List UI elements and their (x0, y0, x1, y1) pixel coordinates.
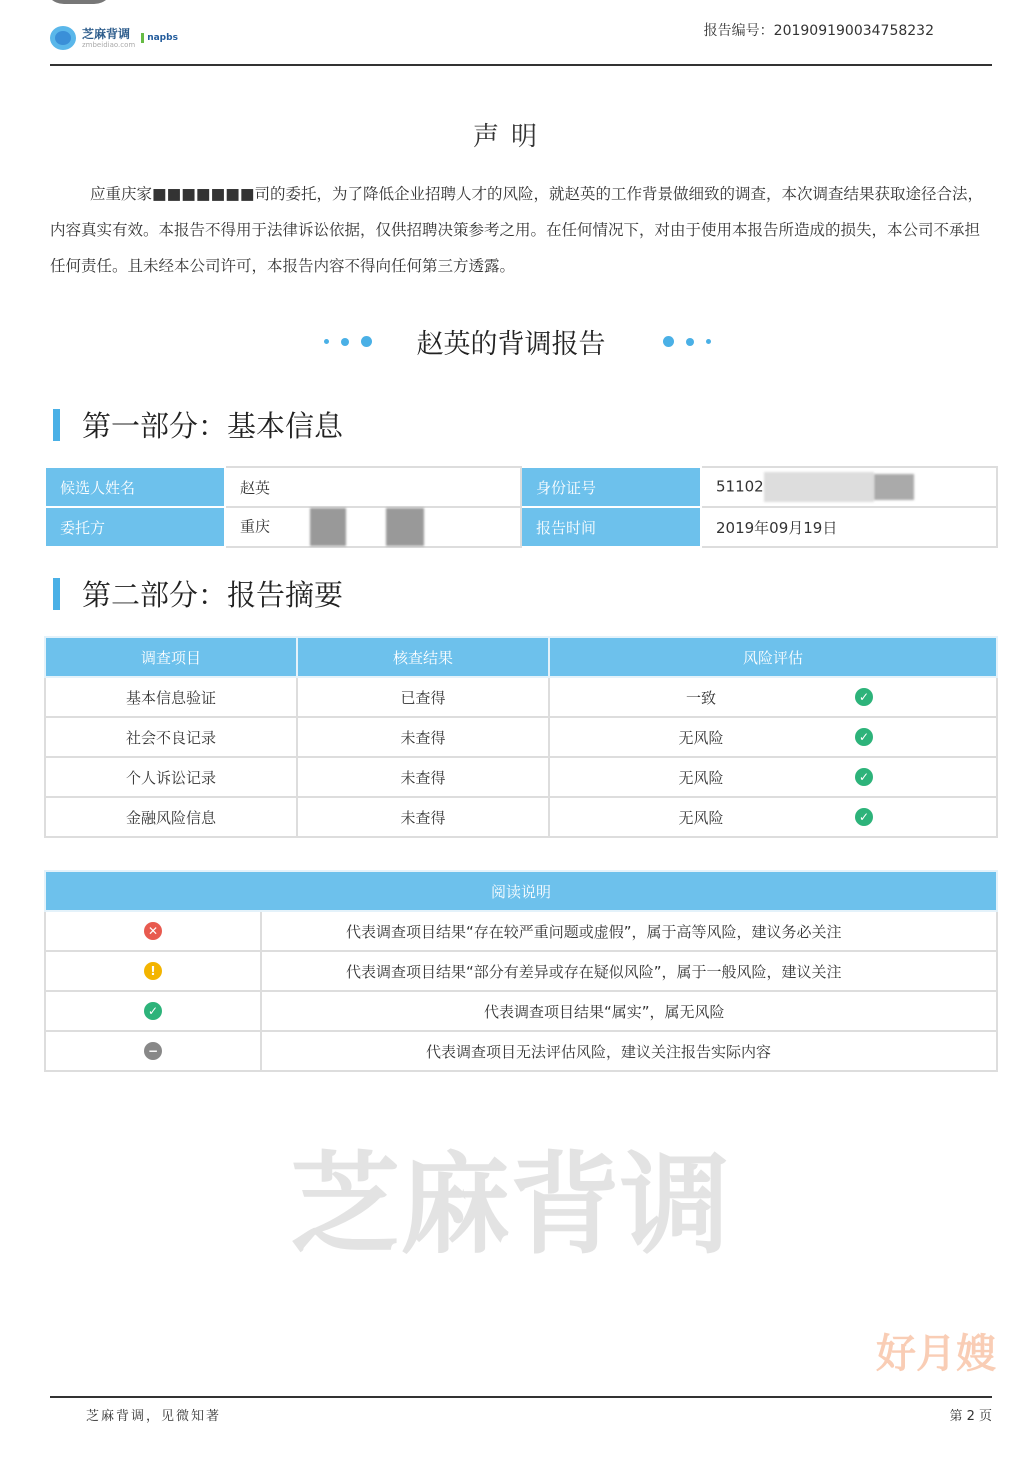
legend-text: 代表调查项目无法评估风险，建议关注报告实际内容 (261, 1031, 997, 1071)
top-tab (44, 0, 114, 4)
table-row (45, 951, 997, 991)
result: 已查得 (297, 677, 549, 717)
item: 基本信息验证 (45, 677, 297, 717)
table-row (45, 677, 997, 717)
value: 2019年09月19日 (701, 507, 997, 547)
logo-icon (50, 26, 76, 50)
table-row (45, 991, 997, 1031)
risk: 一致 ✓ (549, 677, 997, 717)
id-value: 51102 (701, 467, 997, 507)
col-header: 风险评估 (549, 637, 997, 677)
table-row (45, 797, 997, 837)
legend-text: 代表调查项目结果“属实”，属无风险 (261, 991, 997, 1031)
section1-heading (53, 404, 343, 445)
watermark: 芝麻背调 (290, 1141, 730, 1269)
label: 候选人姓名 (45, 467, 225, 507)
risk: 无风险 ✓ (549, 797, 997, 837)
legend-text: 代表调查项目结果“存在较严重问题或虚假”，属于高等风险，建议务必关注 (261, 911, 997, 951)
label: 报告时间 (521, 507, 701, 547)
minus-icon: − (144, 1042, 162, 1060)
item: 金融风险信息 (45, 797, 297, 837)
check-icon: ✓ (855, 728, 873, 746)
statement-body: 应重庆家■■■■■■■司的委托，为了降低企业招聘人才的风险，就赵英的工作背景做细致的调查，本次调查结果获取途径合法，内容真实有效。本报告不得用于法律诉讼依据，仅供招聘决策参考之用。在任何情况下，对由于使用本报告所造成的损失，本公司不承担任何责任。且未经本公司许可，本报告内容不得向任何第三方透露。 (50, 185, 984, 275)
section2-title: 第二部分：报告摘要 (82, 578, 344, 612)
table-row (45, 507, 997, 547)
header-divider (50, 64, 992, 66)
result: 未查得 (297, 717, 549, 757)
risk: 无风险 ✓ (549, 717, 997, 757)
result: 未查得 (297, 757, 549, 797)
report-title: 赵英的背调报告 (416, 329, 606, 360)
brand-watermark: 好月嫂 (876, 1331, 996, 1377)
client-value: 重庆 (225, 507, 521, 547)
dots-left-icon (324, 336, 372, 347)
table-row (45, 757, 997, 797)
basic-info-table (44, 466, 998, 548)
label: 身份证号 (521, 467, 701, 507)
footer-divider (50, 1396, 992, 1398)
table-row (45, 717, 997, 757)
table-row (45, 911, 997, 951)
col-header: 核查结果 (297, 637, 549, 677)
result: 未查得 (297, 797, 549, 837)
check-icon: ✓ (144, 1002, 162, 1020)
section2-heading (53, 573, 343, 614)
page-number: 第 2 页 (949, 1409, 992, 1424)
legend-title: 阅读说明 (45, 871, 997, 911)
risk: 无风险 ✓ (549, 757, 997, 797)
footer-slogan: 芝麻背调，见微知著 (86, 1409, 222, 1424)
item: 社会不良记录 (45, 717, 297, 757)
summary-table (44, 636, 998, 838)
logo (50, 26, 178, 50)
dots-right-icon (663, 336, 711, 347)
table-row (45, 1031, 997, 1071)
report-number: 报告编号：201909190034758232 (703, 23, 934, 39)
logo-url: zmbeidiao.com (82, 40, 136, 49)
label: 委托方 (45, 507, 225, 547)
table-header (45, 871, 997, 911)
error-icon: ✕ (144, 922, 162, 940)
warning-icon: ! (144, 962, 162, 980)
value: 赵英 (225, 467, 521, 507)
section1-title: 第一部分：基本信息 (82, 409, 344, 443)
check-icon: ✓ (855, 808, 873, 826)
table-header (45, 637, 997, 677)
item: 个人诉讼记录 (45, 757, 297, 797)
partner-logo: napbs (141, 33, 178, 43)
legend-table (44, 870, 998, 1072)
check-icon: ✓ (855, 688, 873, 706)
legend-text: 代表调查项目结果“部分有差异或存在疑似风险”，属于一般风险，建议关注 (261, 951, 997, 991)
logo-name: 芝麻背调 (82, 26, 131, 41)
check-icon: ✓ (855, 768, 873, 786)
col-header: 调查项目 (45, 637, 297, 677)
statement-title: 声明 (472, 122, 549, 152)
table-row (45, 467, 997, 507)
